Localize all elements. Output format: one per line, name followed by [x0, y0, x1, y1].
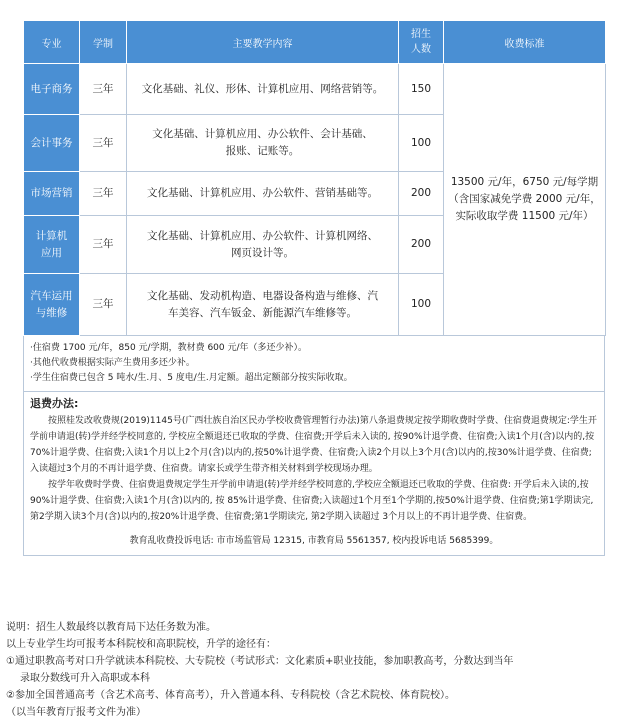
header-content: 主要教学内容 [127, 21, 399, 64]
header-count: 招生 人数 [399, 21, 444, 64]
content-cell: 文化基础、计算机应用、办公软件、营销基础等。 [127, 172, 399, 216]
fee-standard-cell: 13500 元/年，6750 元/每学期（含国家减免学费 2000 元/年，实际收取学费 11500 元/年） [444, 64, 606, 336]
note-line: ·学生住宿费已包含 5 吨水/生.月、5 度电/生.月定额。超出定额部分按实际收取。 [30, 373, 353, 383]
content-cell: 文化基础、发动机构造、电器设备构造与维修、汽 车美容、汽车钣金、新能源汽车维修等。 [127, 274, 399, 336]
content-cell: 文化基础、礼仪、形体、计算机应用、网络营销等。 [127, 64, 399, 115]
footer-line: ①通过职教高考对口升学就读本科院校、大专院校（考试形式：文化素质+职业技能，参加职教高考，分数达到当年 [6, 656, 514, 667]
years-cell: 三年 [80, 274, 127, 336]
table-row [24, 64, 606, 115]
major-cell: 计算机 应用 [24, 216, 80, 274]
refund-title: 退费办法: [30, 397, 79, 410]
major-cell: 市场营销 [24, 172, 80, 216]
count-cell: 100 [399, 274, 444, 336]
major-cell: 汽车运用 与维修 [24, 274, 80, 336]
footer-line: 以上专业学生均可报考本科院校和高职院校，升学的途径有： [6, 639, 276, 650]
footer-line: 录取分数线可升入高职或本科 [20, 673, 150, 684]
count-cell: 200 [399, 172, 444, 216]
count-cell: 200 [399, 216, 444, 274]
content-cell: 文化基础、计算机应用、办公软件、会计基础、 报账、记账等。 [127, 115, 399, 172]
footer-notes [6, 619, 616, 721]
years-cell: 三年 [80, 216, 127, 274]
major-cell: 电子商务 [24, 64, 80, 115]
header-major: 专业 [24, 21, 80, 64]
fee-notes [23, 336, 605, 392]
footer-line: 说明：招生人数最终以教育局下达任务数为准。 [6, 622, 216, 633]
fee-table [23, 20, 606, 336]
years-cell: 三年 [80, 172, 127, 216]
count-cell: 100 [399, 115, 444, 172]
table-header-row [24, 21, 606, 64]
years-cell: 三年 [80, 64, 127, 115]
complaint-hotline: 教育乱收费投诉电话: 市市场监管局 12315, 市教育局 5561357, 校内投诉电话 5685399。 [129, 536, 499, 546]
header-fee: 收费标准 [444, 21, 606, 64]
footer-line: ②参加全国普通高考（含艺术高考、体育高考），升入普通本科、专科院校（含艺术院校、体育院校）。 [6, 690, 455, 701]
refund-paragraph-semester: 按照桂发改收费规(2019)1145号(广西壮族自治区民办学校收费管理暂行办法)第八条退费规定按学期收费时学费、住宿费退费规定:学生开学前申请退(转)学并经学校同意的, 学校应全额退还已收取的学费、住宿费;开学后未入读的, 按90%计退学费、住宿费;入读1个月(含)以内的,按70%计退学费、住宿费;入读1个月以上2个月(含)以内的,按50%计退学费、住宿费;入读2个月以上3个月(含)以内的,按30%计退学费、住宿费;入读超过3个月的不再计退学费、住宿费。请家长或学生带齐相关材料到学校现场办理。 [30, 416, 597, 474]
count-cell: 150 [399, 64, 444, 115]
footer-line: （以当年教育厅报考文件为准） [6, 707, 146, 718]
header-years: 学制 [80, 21, 127, 64]
note-line: ·其他代收费根据实际产生费用多还少补。 [30, 358, 195, 368]
note-line: ·住宿费 1700 元/年，850 元/学期，教材费 600 元/年（多还少补）。 [30, 343, 308, 353]
content-cell: 文化基础、计算机应用、办公软件、计算机网络、 网页设计等。 [127, 216, 399, 274]
refund-paragraph-year: 按学年收费时学费、住宿费退费规定学生开学前申请退(转)学并经学校同意的,学校应全额退还已收取的学费、住宿费: 开学后未入读的,按90%计退学费、住宿费;入读1个月(含)以内的, 按 85%计退学费、住宿费;入读超过1个月至1个学期的,按50%计退学费、住宿费;第1学期读完,第2学期入读3个月(含)以内的,按20%计退学费、住宿费;第1学期读完, 第2学期入读超过 3个月以上的不再计退学费、住宿费。 [30, 480, 594, 522]
refund-section [23, 392, 605, 556]
fee-document [23, 20, 605, 556]
years-cell: 三年 [80, 115, 127, 172]
major-cell: 会计事务 [24, 115, 80, 172]
